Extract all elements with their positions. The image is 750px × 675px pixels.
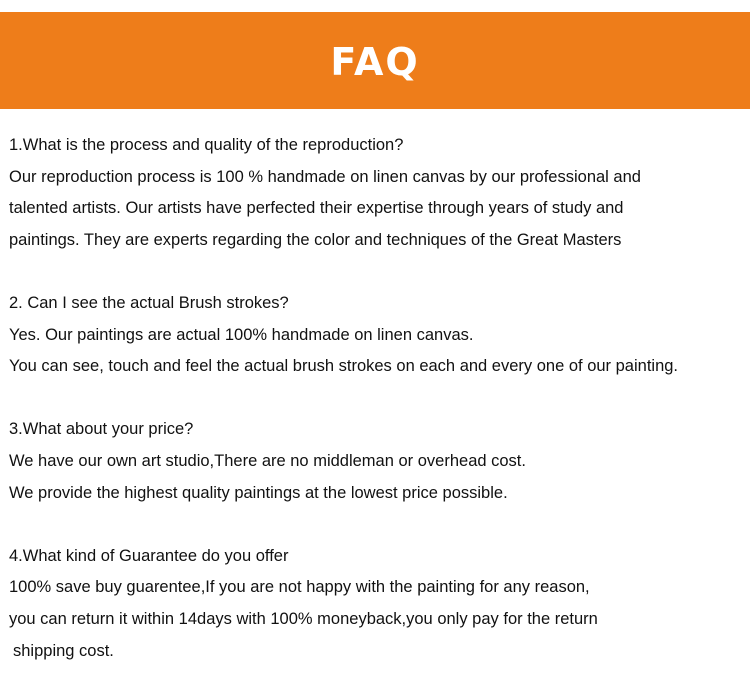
section-spacer [9, 256, 749, 288]
faq-question: 2. Can I see the actual Brush strokes? [9, 293, 289, 312]
faq-answer-line: you can return it within 14days with 100% moneyback,you only pay for the return [9, 609, 598, 628]
faq-answer-line: Our reproduction process is 100 % handmade on linen canvas by our professional and [9, 167, 641, 186]
faq-list [9, 130, 749, 667]
faq-question: 3.What about your price? [9, 420, 194, 439]
faq-item-2 [9, 288, 749, 383]
faq-question: 1.What is the process and quality of the reproduction? [9, 136, 404, 154]
faq-item-3 [9, 414, 749, 509]
section-spacer [9, 509, 749, 541]
faq-item-1 [9, 130, 749, 256]
faq-answer-line: talented artists. Our artists have perfected their expertise through years of study and [9, 199, 624, 218]
faq-question: 4.What kind of Guarantee do you offer [9, 546, 289, 565]
page-title: FAQ [330, 39, 420, 84]
faq-answer-line: paintings. They are experts regarding the color and techniques of the Great Masters [9, 230, 622, 249]
faq-answer-line: We have our own art studio,There are no middleman or overhead cost. [9, 451, 526, 470]
section-spacer [9, 383, 749, 415]
faq-answer-line: shipping cost. [13, 641, 114, 660]
faq-header-banner [0, 12, 750, 109]
faq-answer-line: You can see, touch and feel the actual brush strokes on each and every one of our painting. [9, 357, 679, 376]
faq-answer-line: Yes. Our paintings are actual 100% handmade on linen canvas. [9, 325, 474, 344]
faq-item-4 [9, 541, 749, 667]
faq-answer-line: We provide the highest quality paintings at the lowest price possible. [9, 483, 508, 502]
faq-answer-line: 100% save buy guarentee,If you are not happy with the painting for any reason, [9, 578, 590, 597]
